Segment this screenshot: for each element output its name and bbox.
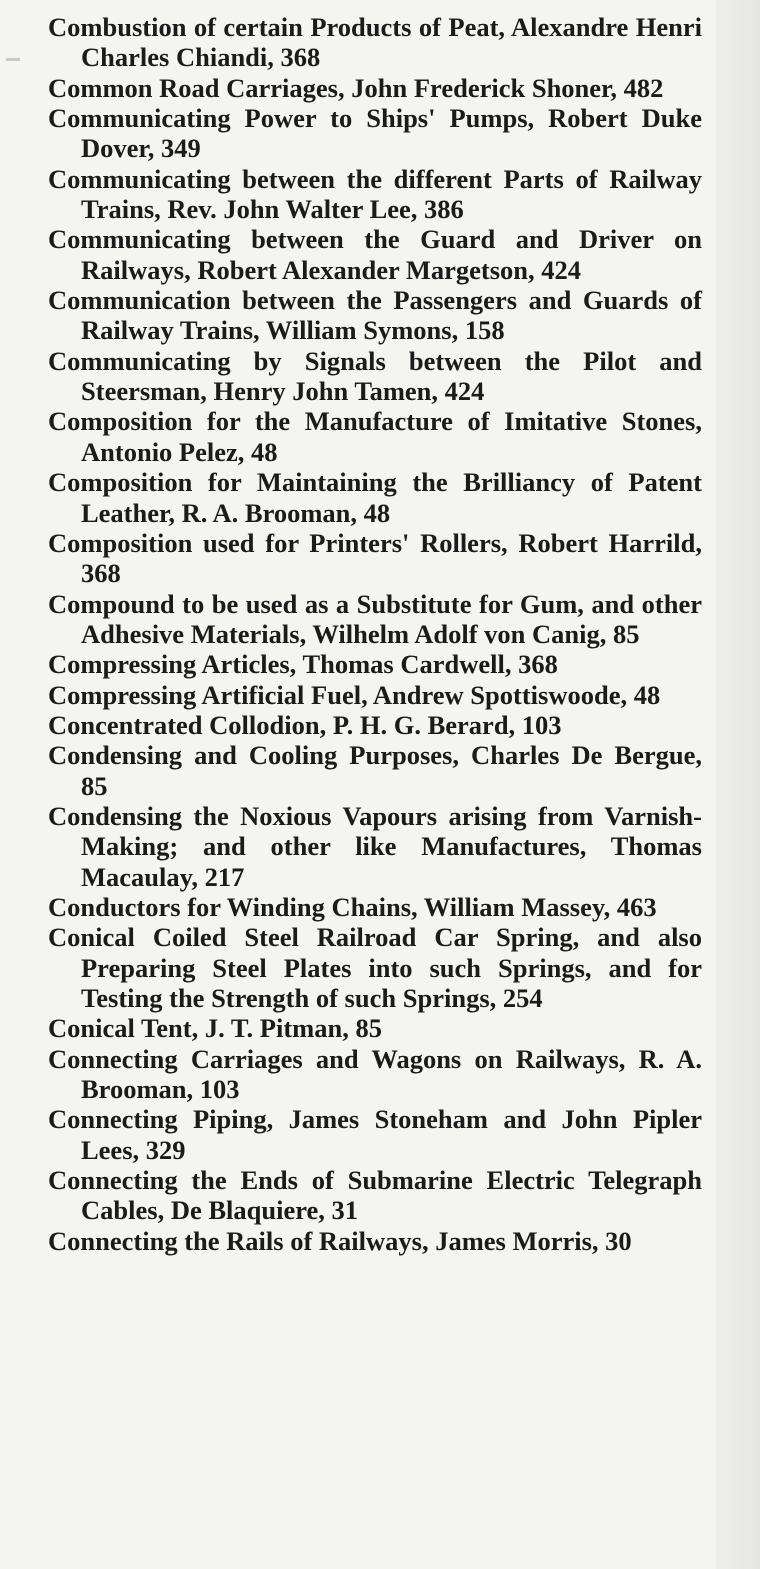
index-entry: Combustion of certain Products of Peat, Alexandre Henri Charles Chiandi, 368 <box>48 12 702 73</box>
index-entry: Composition for the Manufacture of Imitative Stones, Antonio Pelez, 48 <box>48 406 702 467</box>
index-entry: Communicating by Signals between the Pilot and Steersman, Henry John Tamen, 424 <box>48 345 702 407</box>
index-entry: Connecting the Ends of Submarine Electric Telegraph Cables, De Blaquiere, 31 <box>48 1165 702 1226</box>
index-entry: Communicating between the Guard and Driver on Railways, Robert Alexander Margetson, 424 <box>48 224 702 285</box>
index-entry: Conductors for Winding Chains, William Massey, 463 <box>48 891 657 922</box>
index-entry: Concentrated Collodion, P. H. G. Berard, 103 <box>48 709 562 740</box>
index-entry: Condensing and Cooling Purposes, Charles De Bergue, 85 <box>48 740 702 801</box>
index-entry: Composition for Maintaining the Brilliancy of Patent Leather, R. A. Brooman, 48 <box>48 467 702 528</box>
patent-index-list <box>48 12 702 1256</box>
page-right-margin <box>716 0 760 1569</box>
index-entry: Conical Tent, J. T. Pitman, 85 <box>48 1013 382 1044</box>
index-entry: Communication between the Passengers and Guards of Railway Trains, William Symons, 158 <box>48 285 702 346</box>
index-entry: Condensing the Noxious Vapours arising from Varnish-Making; and other like Manufactures, Thomas Macaulay, 217 <box>48 800 702 892</box>
index-entry: Compressing Articles, Thomas Cardwell, 368 <box>48 649 558 680</box>
index-entry: Communicating Power to Ships' Pumps, Robert Duke Dover, 349 <box>48 103 702 164</box>
index-entry: Communicating between the different Parts of Railway Trains, Rev. John Walter Lee, 386 <box>48 163 702 225</box>
index-entry: Connecting Piping, James Stoneham and John Pipler Lees, 329 <box>48 1104 702 1165</box>
index-entry: Common Road Carriages, John Frederick Shoner, 482 <box>48 72 664 103</box>
index-entry: Connecting the Rails of Railways, James Morris, 30 <box>48 1225 632 1256</box>
page-edge-mark <box>6 58 20 61</box>
index-entry: Composition used for Printers' Rollers, Robert Harrild, 368 <box>48 527 702 589</box>
index-entry: Compressing Artificial Fuel, Andrew Spottiswoode, 48 <box>48 679 661 710</box>
index-entry: Connecting Carriages and Wagons on Railways, R. A. Brooman, 103 <box>48 1043 702 1105</box>
index-entry: Conical Coiled Steel Railroad Car Spring, and also Preparing Steel Plates into such Springs, and for Testing the Strength of such Springs, 254 <box>48 922 702 1013</box>
index-entry: Compound to be used as a Substitute for Gum, and other Adhesive Materials, Wilhelm Adolf von Canig, 85 <box>48 588 702 649</box>
